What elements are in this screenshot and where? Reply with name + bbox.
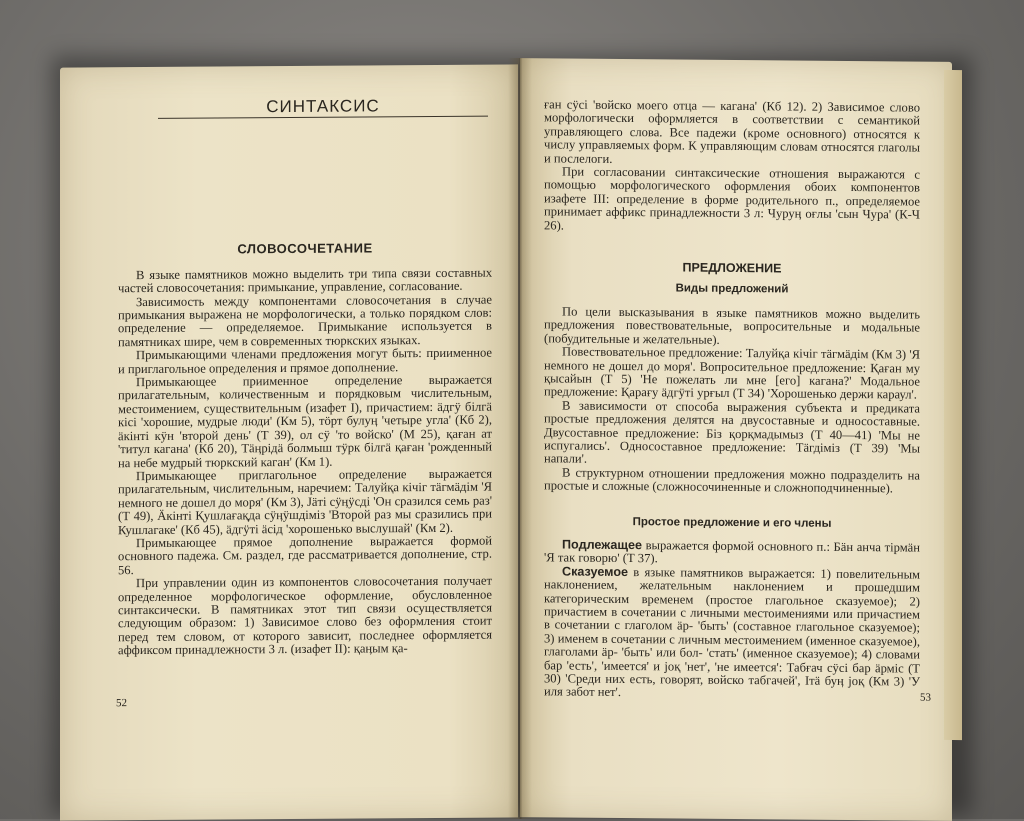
running-title: СИНТАКСИС (158, 99, 488, 120)
section-title-phrase: СЛОВОСОЧЕТАНИЕ (237, 240, 373, 257)
left-page (60, 64, 518, 820)
left-page-content (118, 96, 492, 658)
page-stack-edge (944, 70, 962, 740)
page-number-left: 52 (116, 697, 127, 710)
right-page-content (544, 98, 920, 702)
page-number-right: 53 (920, 691, 931, 704)
paragraph: Повествовательное предложение: Талуйқа кiчiг тäгмäдiм (Км 3) 'Я немного не дошел до моря'. Вопросительное предложение: Қаған му қысайын (Т 5) 'Не пожелать ли мне [его] кагана?' Модальное предложение: Қарағу äдгÿтi урғыл (Т 34) 'Хорошенько держи караул'. (544, 344, 920, 402)
section-title-sentence: ПРЕДЛОЖЕНИЕ (682, 260, 782, 276)
subject-text: выражается формой основного п.: Бäн анча тiрмäн 'Я так говорю' (Т 37). (544, 538, 920, 566)
subsection-title-types: Виды предложений (675, 282, 789, 296)
paragraph: Примыкающими членами предложения могут быть: приименное и приглагольное определения и прямое дополнение. (118, 345, 492, 376)
paragraph: Примыкающее приглагольное определение выражается прилагательным, числительным, наречием: Талуйқа кiчiг тäгмäдiм 'Я немного не дошел до моря' (Км 3), Јäтi сÿӊÿсдi 'Он сразился семь раз' (Т 49), Äкiнтi Қушлағақда сÿӊÿшдiмiз 'Второй раз мы сразились при Кушлагаке' (Кб 45), äдгÿтi äсiд 'хорошенько выслушай' (Км 2). (118, 466, 492, 537)
paragraph: При управлении один из компонентов словосочетания получает определенное морфологическое оформление, обусловленное синтаксически. В памятниках этот тип связи осуществляется следующим образом: 1) Зависимое слово без оформления стоит перед тем словом, от которого зависит, последнее оформляется аффиксом принадлежности 3 л. (изафет II): қаӊым қа- (118, 573, 492, 658)
term-predicate: Сказуемое (562, 564, 629, 579)
book-gutter (508, 58, 532, 819)
paragraph: В языке памятников можно выделить три типа связи составных частей словосочетания: примыкание, управление, согласование. (118, 265, 492, 296)
paragraph-predicate (544, 565, 920, 702)
paragraph: По цели высказывания в языке памятников можно выделить предложения повествовательные, вопросительные и модальные (побудительные и желательные). (544, 304, 920, 347)
paragraph: ған сÿсi 'войско моего отца — кагана' (Кб 12). 2) Зависимое слово морфологически оформляется в соответствии с семантикой управляющего слова. Все падежи (кроме основного) относятся к числу управляемых форм. К управляющим словам относятся глаголы и послелоги. (544, 97, 920, 166)
paragraph: Примыкающее прямое дополнение выражается формой основного падежа. См. раздел, где рассматривается дополнение, стр. 56. (118, 533, 492, 577)
paragraph: Зависимость между компонентами словосочетания в случае примыкания выражена не морфологически, а только порядком слов: определение — определяемое. Примыкание используется в памятниках шире, чем в современных тюркских языках. (118, 292, 492, 350)
paragraph: В структурном отношении предложения можно подразделить на простые и сложные (сложносочиненные и сложноподчиненные). (544, 465, 920, 496)
paragraph: Примыкающее приименное определение выражается прилагательным, количественным и порядковым числительным, местоимением, существительным (изафет I), причастием: äдгÿ бiлгä кiсi 'хорошие, мудрые люди' (Км 5), тöрт булуӊ 'четыре угла' (Кб 2), äкiнтi кӱн 'второй день' (Т 39), ол сÿ 'то войско' (М 25), қаған ат 'титул кагана' (Кб 20), Тäӊрiдä болмыш тÿрк бiлгä қаған 'рожденный на небе мудрый тюркский каган' (Км 1). (118, 372, 492, 470)
term-subject: Подлежащее (562, 537, 642, 553)
paragraph: При согласовании синтаксические отношения выражаются с помощью морфологического оформления обоих компонентов изафете III: определение в форме родительного п., определяемое принимает аффикс принадлежности 3 л: Чуруӊ оғлы 'сын Чура' (К-Ч 26). (544, 164, 920, 233)
paragraph: В зависимости от способа выражения субъекта и предиката простые предложения делятся на двусоставные и односоставные. Двусоставное предложение: Бiз қорқмадымыз (Т 40—41) 'Мы не испугались'. Односоставное предложение: Тäгдiмiз (Т 39) 'Мы напали'. (544, 398, 920, 467)
right-page (520, 58, 952, 821)
subsection-title-simple-sentence: Простое предложение и его члены (632, 515, 832, 530)
predicate-text: в языке памятников выражается: 1) повелительным наклонением, желательным наклонением и прошедшим категорическим временем (простое глагольное сказуемое); 2) причастием в сочетании с личными местоимениями или причастием в сочетании с глаголом äр- 'быть' (составное глагольное сказуемое); 3) именем в сочетании с личным местоимением (именное сказуемое), глаголами äр- 'быть' или бол- 'стать' (именное сказуемое); 4) словами бар 'есть', 'имеется' и јоқ 'нет', 'не имеется': Табғач сÿсi бар äрмiс (Т 30) 'Среди них есть, говорят, войско табгачей', Iтä буӊ јоқ (Км 3) 'У иля забот нет'. (544, 564, 920, 700)
